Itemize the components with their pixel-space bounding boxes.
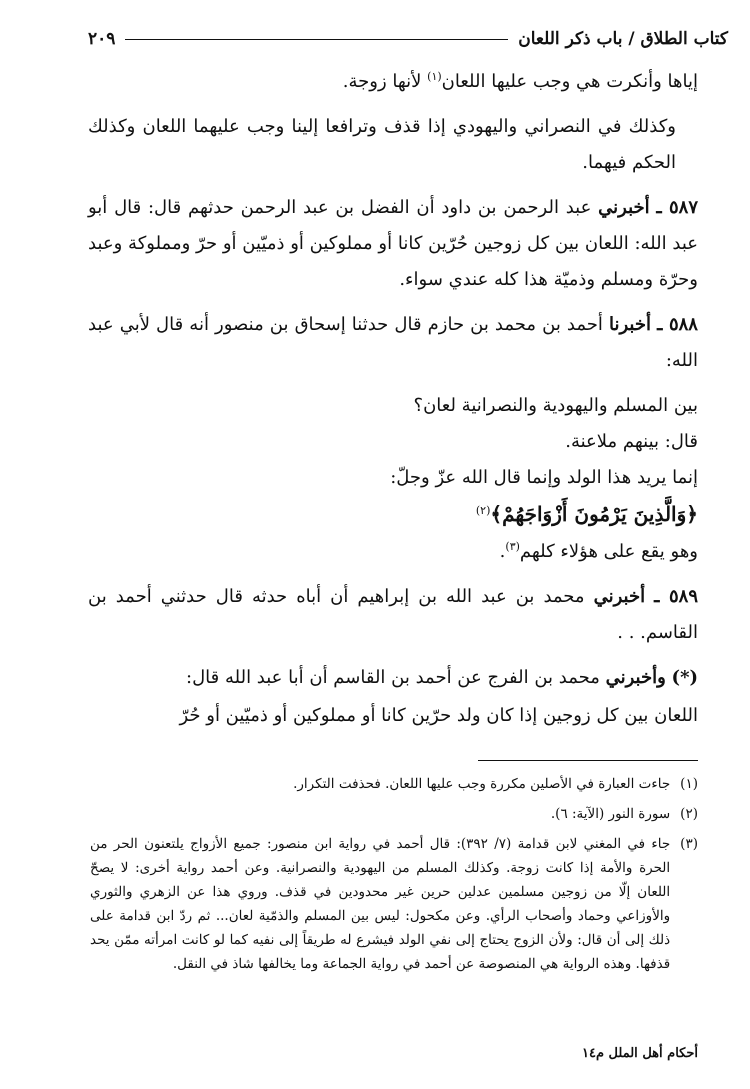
footnote-text: جاء في المغني لابن قدامة (٧/ ٣٩٢): قال أحمد في رواية ابن منصور: جميع الأزواج يلتعنون الحر من الحرة والأمة إذا كانت زوجة. وكذلك المسلم من اليهودية والنصرانية. وعن أحمد رواية أخرى: لا يصحّ اللعان إلّا من زوجين مسلمين عدلين حرين غير محدودين في قذف. وروي هذا عن الزهري والثوري والأوزاعي وحماد وأصحاب الرأي. وعن مكحول: ليس بين المسلم والذمّية لعان... ثم ردّ ابن قدامة على ذلك إلى أن قال: ولأن الزوج يحتاج إلى نفي الولد فيشرع له طريقاً إلى نفيه كما لو كانت امرأته ممّن يحد قذفها. وهذه الرواية هي المنصوصة عن أحمد في رواية الجماعة وما يخالفها شاذ في النقل. xyxy=(90,836,671,972)
hadith-lead: أخبرنا xyxy=(608,314,651,335)
hadith-589 xyxy=(88,579,698,651)
footnote-ref-3: (٣) xyxy=(505,540,520,553)
hadith-text: أحمد بن محمد بن حازم قال حدثنا إسحاق بن منصور أنه قال لأبي عبد الله: xyxy=(88,314,698,371)
answer-1: قال: بينهم ملاعنة. xyxy=(565,431,698,452)
hadith-lead: أخبرني xyxy=(593,586,646,607)
hadith-lead: وأخبرني xyxy=(605,667,666,688)
footnote-text: جاءت العبارة في الأصلين مكررة وجب عليها اللعان. فحذفت التكرار. xyxy=(293,776,671,792)
hadith-588 xyxy=(88,307,698,379)
footnotes xyxy=(90,772,698,982)
footnote-text: سورة النور (الآية: ٦). xyxy=(550,806,671,822)
hadith-text: محمد بن عبد الله بن إبراهيم أن أباه حدثه قال حدثني أحمد بن القاسم. . . xyxy=(88,586,698,643)
footnote-number: (٢) xyxy=(680,806,698,822)
main-text xyxy=(88,64,698,743)
hadith-587 xyxy=(88,190,698,298)
hadith-number: ٥٨٩ ـ xyxy=(654,586,698,607)
quran-verse: ﴿وَالَّذِينَ يَرْمُونَ أَزْوَاجَهُمْ﴾$^{(٢)}$ xyxy=(475,502,698,526)
footnote xyxy=(90,772,698,796)
book-signature: أحكام أهل الملل م١٤ xyxy=(582,1046,698,1061)
hadith-number: ٥٨٨ ـ xyxy=(657,314,698,335)
chapter-title: كتاب الطلاق / باب ذكر اللعان xyxy=(518,29,728,49)
hadith-starred xyxy=(88,660,698,696)
statement-3: وهو يقع على هؤلاء كلهم$^{(٣)}$. xyxy=(499,540,698,562)
hadith-marker: (*) xyxy=(671,667,698,688)
page-number: ٢٠٩ xyxy=(88,29,116,49)
footnote-ref-1: (١) xyxy=(427,70,442,83)
hadith-text: محمد بن الفرج عن أحمد بن القاسم أن أبا عبد الله قال: xyxy=(186,667,600,688)
paragraph-last: اللعان بين كل زوجين إذا كان ولد حرّين كانا أو مملوكين أو ذميّين أو حُرّ xyxy=(179,705,698,726)
footnote xyxy=(90,832,698,976)
hadith-lead: أخبرني xyxy=(598,197,650,218)
footnote-number: (١) xyxy=(680,776,698,792)
hadith-number: ٥٨٧ ـ xyxy=(656,197,698,218)
question-2: إنما يريد هذا الولد وإنما قال الله عزّ وجلّ: xyxy=(390,467,698,488)
question-1: بين المسلم واليهودية والنصرانية لعان؟ xyxy=(413,395,698,416)
footnote-divider xyxy=(478,760,698,761)
paragraph-continuation: إياها وأنكرت هي وجب عليها اللعان$^{(١)}$ لأنها زوجة. xyxy=(342,70,698,92)
page-header xyxy=(88,22,728,56)
hadith-text: عبد الرحمن بن داود أن الفضل بن عبد الرحمن حدثهم قال: قال أبو عبد الله: اللعان بين كل زوجين حُرّين كانا أو مملوكين أو ذميّين أو حرّ ومملوكة وعبد وحرّة ومسلم وذميّة هذا كله عندي سواء. xyxy=(88,197,698,290)
footnote-ref-2: (٢) xyxy=(475,504,491,517)
paragraph-christian-jewish: وكذلك في النصراني واليهودي إذا قذف وترافعا إلينا وجب عليهما اللعان وكذلك الحكم فيهما. xyxy=(88,116,676,173)
header-rule xyxy=(125,39,508,40)
footnote-number: (٣) xyxy=(680,836,698,852)
footnote xyxy=(90,802,698,826)
